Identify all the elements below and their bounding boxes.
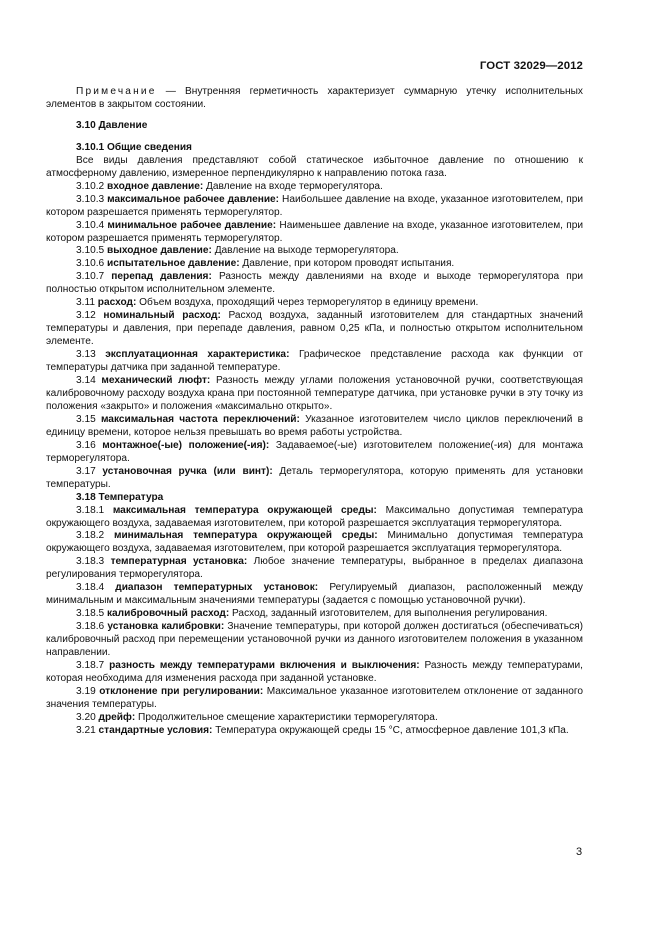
definition: Давление на выходе терморегулятора. [211, 245, 399, 257]
definition: Расход воздуха, заданный изготовителем для стандартных значений температуры и давления, при перепаде давления, равном 0,25 кПа, и полностью открытом исполнительном элементе. [46, 310, 583, 348]
definition: Максимально допустимая температура окружающего воздуха, задаваемая изготовителем, при которой разрешается эксплуатация терморегулятора. [46, 504, 583, 529]
term-definition [46, 297, 583, 310]
term: температурная установка: [110, 556, 248, 568]
subsection-title: 3.10.1 Общие сведения [76, 141, 192, 153]
term-definition [46, 660, 583, 686]
term-definition [46, 621, 583, 660]
term: калибровочный расход: [106, 608, 230, 620]
clause-number: 3.18.5 [76, 608, 107, 620]
term-definition [46, 375, 583, 414]
definition: Расход, заданный изготовителем, для выполнения регулирования. [229, 608, 548, 620]
clause-number: 3.19 [76, 685, 100, 697]
term-definition [46, 194, 583, 220]
standard-designation: ГОСТ 32029—2012 [479, 60, 583, 72]
page-number: 3 [576, 846, 583, 858]
term-definition [46, 220, 583, 246]
clause-number: 3.18.4 [76, 582, 116, 594]
term: входное давление: [106, 180, 204, 192]
clause-number: 3.10.7 [76, 271, 112, 283]
definition: Наибольшее давление на входе, указанное изготовителем, при котором разрешается применять терморегулятор. [46, 193, 584, 218]
definition: Объем воздуха, проходящий через терморегулятор в единицу времени. [136, 297, 479, 309]
term: максимальная температура окружающей среды: [112, 504, 377, 516]
clause-number: 3.20 [76, 711, 99, 723]
section-heading [46, 120, 583, 133]
definition: Температура окружающей среды 15 °C, атмосферное давление 101,3 кПа. [212, 724, 569, 736]
clause-number: 3.17 [76, 465, 103, 477]
section-heading [46, 492, 583, 505]
term-definition [46, 310, 583, 349]
paragraph-text: Все виды давления представляют собой статическое избыточное давление по отношению к атмосферному давлению, измеренное перпендикулярно к направлению потока газа. [46, 154, 583, 179]
definition: Разность между температурами, которая необходима для изменения расхода при заданной установке. [46, 659, 583, 684]
term-definition [46, 440, 583, 466]
definition: Разность между давлениями на входе и выходе терморегулятора при полностью открытом исполнительном элементе. [46, 271, 583, 296]
term: механический люфт: [101, 375, 211, 387]
clause-number: 3.18.2 [76, 530, 114, 542]
definition: Продолжительное смещение характеристики терморегулятора. [135, 711, 438, 723]
clause-number: 3.10.3 [76, 193, 108, 205]
term-definition [46, 349, 583, 375]
clause-number: 3.14 [76, 375, 102, 387]
term: стандартные условия: [98, 724, 213, 736]
term-definition [46, 466, 583, 492]
term-definition [46, 582, 583, 608]
definition: Давление, при котором проводят испытания. [239, 258, 455, 270]
term: максимальное рабочее давление: [107, 193, 280, 205]
clause-number: 3.10.2 [76, 180, 107, 192]
definition: Задаваемое(-ые) изготовителем положение(-ия) для монтажа терморегулятора. [46, 439, 583, 464]
definition: Регулируемый диапазон, расположенный между минимальным и максимальным значениями температуры (задается с помощью установочной ручки). [46, 582, 583, 607]
section-title: 3.10 Давление [76, 120, 148, 132]
definition: Любое значение температуры, выбранное в пределах диапазона регулирования терморегулятора. [46, 556, 583, 581]
term: перепад давления: [111, 271, 212, 283]
term-definition [46, 556, 583, 582]
term: максимальная частота переключений: [100, 413, 300, 425]
note-text: — Внутренняя герметичность характеризует суммарную утечку исполнительных элементов в закрытом состоянии. [46, 86, 583, 110]
clause-number: 3.12 [76, 310, 104, 322]
term: дрейф: [98, 711, 136, 723]
term-definition [46, 712, 583, 725]
term: установочная ручка (или винт): [102, 465, 273, 477]
definition: Графическое представление расхода как функции от температуры датчика при заданной температуре. [46, 349, 583, 374]
clause-number: 3.18.7 [76, 659, 110, 671]
term-definition [46, 271, 583, 297]
term: монтажное(-ые) положение(-ия): [102, 439, 270, 451]
term-definition [46, 245, 583, 258]
subsection-heading [46, 142, 583, 155]
paragraph [46, 155, 583, 181]
clause-number: 3.11 [76, 297, 98, 309]
clause-number: 3.10.5 [76, 245, 107, 257]
definition: Максимальное указанное изготовителем отклонение от заданного значения температуры. [46, 685, 583, 710]
term: диапазон температурных установок: [115, 582, 319, 594]
clause-number: 3.21 [76, 724, 99, 736]
term-definition [46, 258, 583, 271]
definition: Минимально допустимая температура окружающего воздуха, задаваемая изготовителем, при которой разрешается эксплуатация терморегулятора. [46, 530, 584, 555]
term: минимальное рабочее давление: [107, 219, 277, 231]
clause-number: 3.13 [76, 349, 106, 361]
term-definition [46, 725, 583, 738]
term-definition [46, 686, 583, 712]
term: минимальная температура окружающей среды: [113, 530, 378, 542]
term: номинальный расход: [103, 310, 221, 322]
term-definition [46, 530, 583, 556]
document-body [46, 86, 583, 738]
clause-number: 3.16 [76, 439, 103, 451]
definition: Разность между углами положения установочной ручки, соответствующая калибровочному расходу воздуха крана при постоянной температуре датчика, при установке ручки в эту точку из положения «закрыто» и положения «максимально открыто». [46, 375, 583, 412]
definition: Деталь терморегулятора, которую применять для установки температуры. [46, 465, 583, 490]
term: установка калибровки: [107, 621, 225, 633]
term: расход: [97, 297, 137, 309]
clause-number: 3.10.6 [76, 258, 107, 270]
clause-number: 3.18.6 [76, 621, 108, 633]
term: эксплуатационная характеристика: [105, 349, 290, 361]
section-title: 3.18 Температура [76, 491, 164, 503]
term: испытательное давление: [106, 258, 240, 270]
term-definition [46, 414, 583, 440]
note-label: Примечание [76, 86, 157, 97]
note-paragraph [46, 86, 583, 112]
term: разность между температурами включения и выключения: [109, 659, 420, 671]
clause-number: 3.15 [76, 413, 101, 425]
clause-number: 3.18.3 [76, 556, 111, 568]
definition: Значение температуры, при которой должен достигаться (обеспечиваться) калибровочный расход при перемещении установочной ручки из данного изготовителем положения в указанном направлении. [46, 621, 583, 659]
term: отклонение при регулировании: [99, 685, 264, 697]
clause-number: 3.18.1 [76, 504, 113, 516]
clause-number: 3.10.4 [76, 219, 108, 231]
term-definition [46, 181, 583, 194]
definition: Наименьшее давление на входе, указанное изготовителем, при котором разрешается применять терморегулятор. [46, 219, 584, 244]
definition: Давление на входе терморегулятора. [203, 180, 383, 192]
term-definition [46, 608, 583, 621]
term-definition [46, 505, 583, 531]
term: выходное давление: [106, 245, 212, 257]
definition: Указанное изготовителем число циклов переключений в единицу времени, которое нельзя превышать во время работы устройства. [46, 413, 583, 438]
